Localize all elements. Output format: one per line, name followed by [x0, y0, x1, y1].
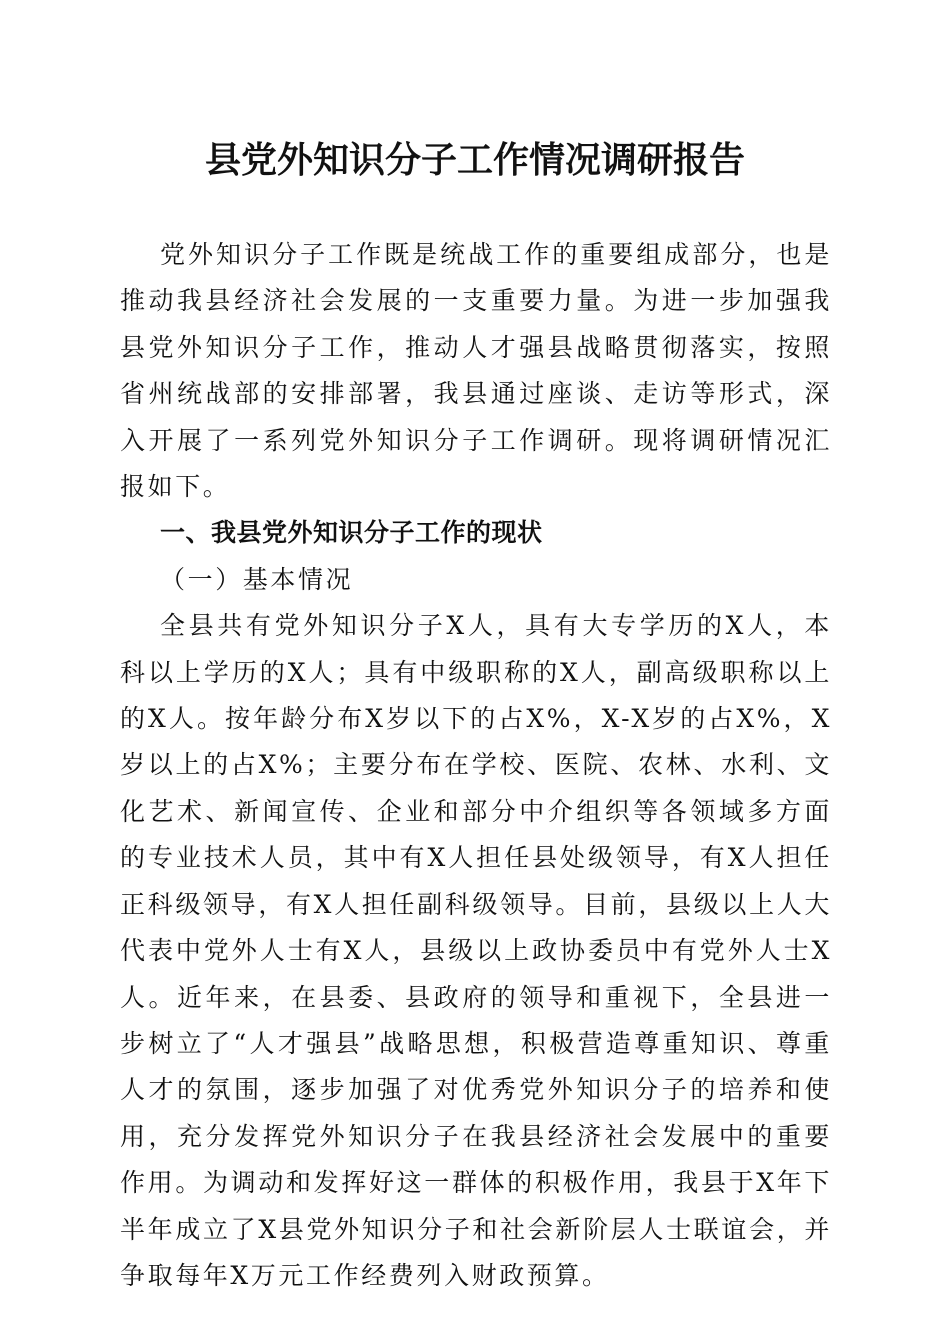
subsection-heading-1: （一）基本情况: [160, 564, 354, 594]
document-body: [120, 232, 832, 1299]
document-title: 县党外知识分子工作情况调研报告: [204, 139, 745, 181]
basic-situation-paragraph: 全县共有党外知识分子X人，具有大专学历的X人，本科以上学历的X人；具有中级职称的X人，副高级职称以上的X人。按年龄分布X岁以下的占X%，X-X岁的占X%，X岁以上的占X%；主要分布在学校、医院、农林、水利、文化艺术、新闻宣传、企业和部分中介组织等各领域多方面的专业技术人员，其中有X人担任县处级领导，有X人担任正科级领导，有X人担任副科级领导。目前，县级以上人大代表中党外人士有X人，县级以上政协委员中有党外人士X人。近年来，在县委、县政府的领导和重视下，全县进一步树立了“人才强县”战略思想，积极营造尊重知识、尊重人才的氛围，逐步加强了对优秀党外知识分子的培养和使用，充分发挥党外知识分子在我县经济社会发展中的重要作用。为调动和发挥好这一群体的积极作用，我县于X年下半年成立了X县党外知识分子和社会新阶层人士联谊会，并争取每年X万元工作经费列入财政预算。: [120, 611, 832, 1290]
intro-paragraph: 党外知识分子工作既是统战工作的重要组成部分，也是推动我县经济社会发展的一支重要力量。为进一步加强我县党外知识分子工作，推动人才强县战略贯彻落实，按照省州统战部的安排部署，我县通过座谈、走访等形式，深入开展了一系列党外知识分子工作调研。现将调研情况汇报如下。: [120, 240, 832, 502]
section-heading-1: 一、我县党外知识分子工作的现状: [160, 518, 543, 548]
